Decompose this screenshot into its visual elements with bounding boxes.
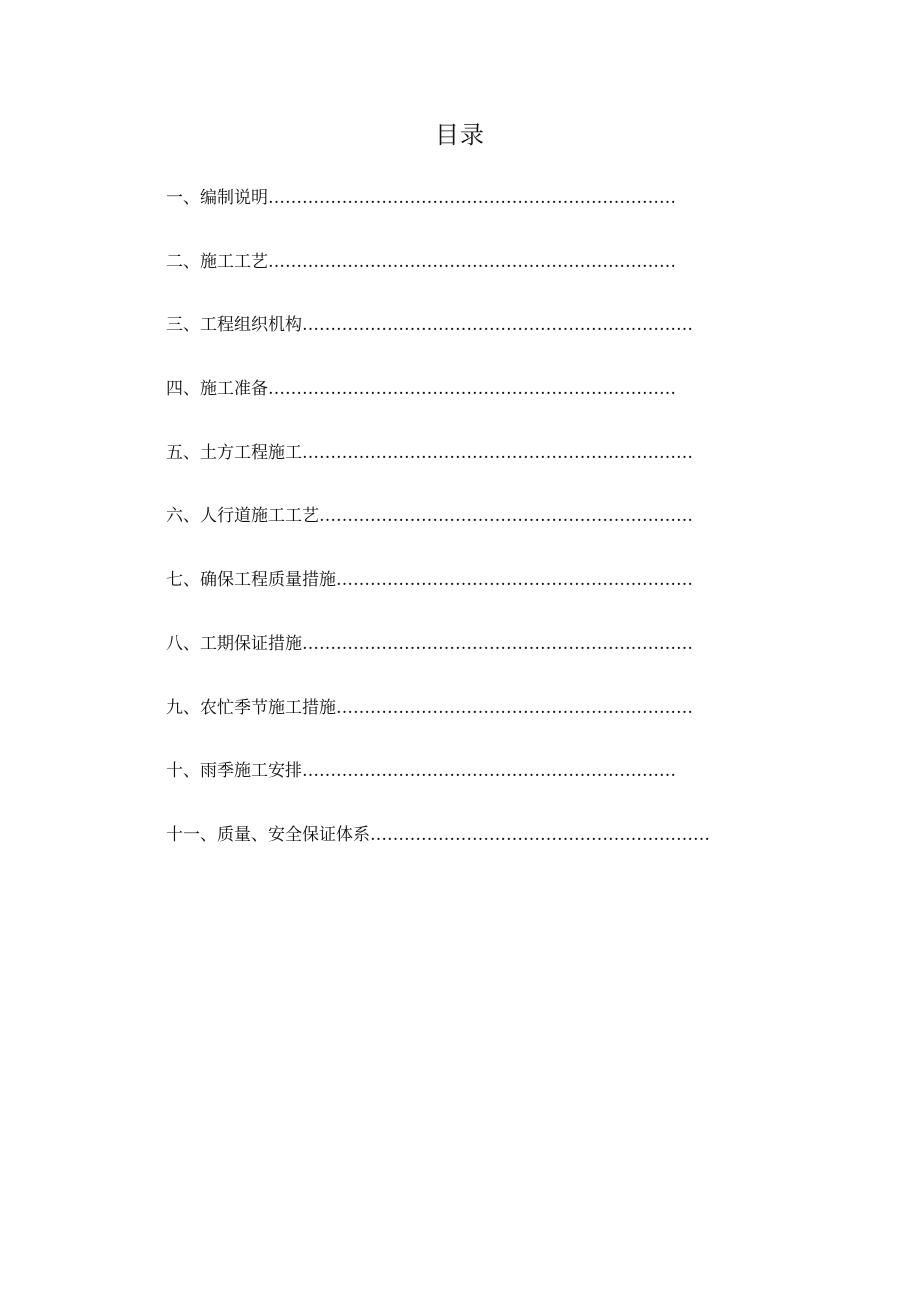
- toc-dot-leader: ………………………………………………………………: [268, 188, 676, 208]
- toc-dot-leader: ……………………………………………………………: [302, 442, 693, 463]
- toc-entry: [166, 439, 766, 503]
- toc-title: 目录: [435, 121, 485, 149]
- toc-dot-leader: ……………………………………………………: [370, 824, 710, 845]
- toc-entry: [166, 757, 766, 821]
- toc-entry: [166, 311, 766, 375]
- toc-dot-leader: ………………………………………………………: [336, 697, 693, 718]
- toc-entry-label: 八、工期保证措施: [166, 633, 302, 654]
- toc-entry-label: 四、施工准备: [166, 379, 268, 400]
- toc-entry: [166, 375, 766, 439]
- toc-dot-leader: ……………………………………………………………: [302, 633, 693, 654]
- toc-entry-label: 十一、质量、安全保证体系: [166, 824, 370, 845]
- toc-list: [166, 184, 766, 885]
- toc-entry-label: 二、施工工艺: [166, 251, 268, 272]
- toc-entry: [166, 248, 766, 312]
- toc-entry-label: 七、确保工程质量措施: [166, 570, 336, 591]
- toc-entry-label: 三、工程组织机构: [166, 315, 302, 336]
- toc-dot-leader: ………………………………………………………………: [268, 251, 676, 272]
- toc-entry: [166, 502, 766, 566]
- toc-dot-leader: ……………………………………………………………: [302, 315, 693, 336]
- toc-entry: [166, 694, 766, 758]
- toc-entry: [166, 821, 766, 885]
- toc-entry: [166, 630, 766, 694]
- toc-dot-leader: ………………………………………………………: [336, 570, 693, 591]
- toc-dot-leader: ………………………………………………………………: [268, 379, 676, 400]
- toc-dot-leader: …………………………………………………………: [302, 761, 676, 782]
- toc-entry-label: 十、雨季施工安排: [166, 761, 302, 782]
- toc-entry: [166, 566, 766, 630]
- toc-entry-label: 五、土方工程施工: [166, 442, 302, 463]
- toc-entry: [166, 184, 766, 248]
- toc-entry-label: 六、人行道施工工艺: [166, 506, 319, 527]
- toc-entry-label: 一、编制说明: [166, 188, 268, 208]
- toc-entry-label: 九、农忙季节施工措施: [166, 697, 336, 718]
- toc-dot-leader: …………………………………………………………: [319, 506, 693, 527]
